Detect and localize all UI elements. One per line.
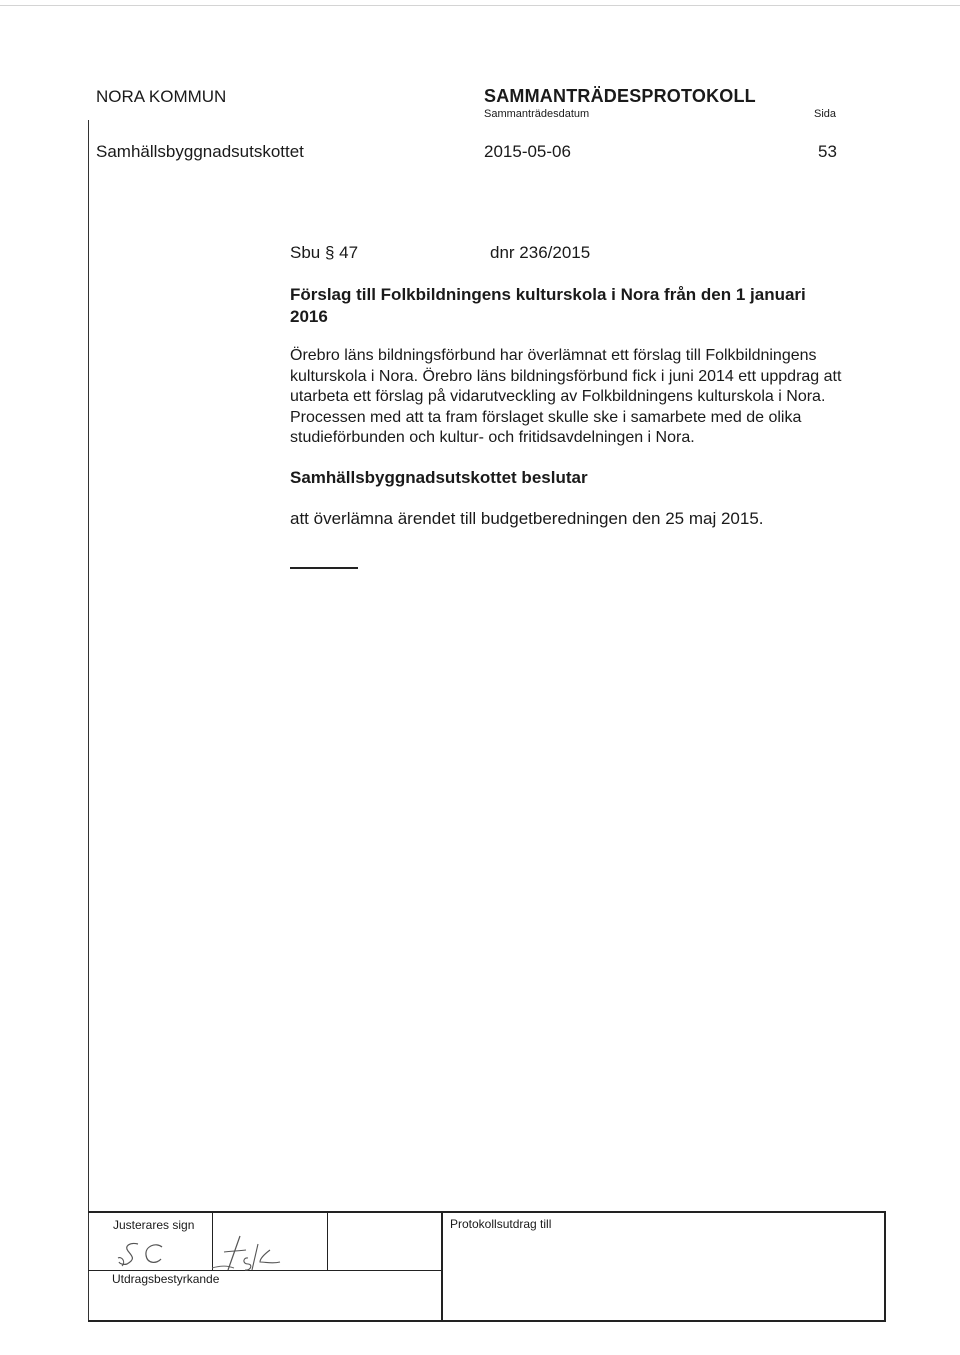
signature-initials-2 xyxy=(208,1230,288,1274)
justerares-label: Justerares sign xyxy=(113,1218,195,1232)
signature-initials-1 xyxy=(110,1236,170,1270)
page-label: Sida xyxy=(814,108,837,120)
footer-right-border xyxy=(884,1211,886,1322)
protokoll-label: Protokollsutdrag till xyxy=(450,1217,552,1231)
committee-name: Samhällsbyggnadsutskottet xyxy=(96,142,304,161)
margin-rule xyxy=(88,120,89,1320)
municipality-name: NORA KOMMUN xyxy=(96,87,227,106)
footer-center-divider xyxy=(441,1211,443,1322)
footer-bottom-border xyxy=(88,1320,886,1322)
utdrag-label: Utdragsbestyrkande xyxy=(112,1272,220,1286)
end-rule xyxy=(290,567,358,569)
document-title: SAMMANTRÄDESPROTOKOLL xyxy=(484,86,756,106)
decision-heading: Samhällsbyggnadsutskottet beslutar xyxy=(290,468,588,487)
meeting-date: 2015-05-06 xyxy=(484,142,571,161)
sign-cell-divider-2 xyxy=(327,1213,328,1270)
date-label: Sammanträdesdatum xyxy=(484,108,590,120)
case-number: dnr 236/2015 xyxy=(490,243,591,262)
scan-edge-line xyxy=(0,5,960,6)
item-heading: Förslag till Folkbildningens kulturskola i Nora från den 1 januari 2016 xyxy=(290,285,806,326)
section-reference: Sbu § 47 xyxy=(290,243,359,262)
item-body: Örebro läns bildningsförbund har överlämnat ett förslag till Folkbildningens kulturskola i Nora. Örebro läns bildningsförbund fick i juni 2014 ett uppdrag att utarbeta ett förslag på vidarutveckling av Folkbildningens kulturskola i Nora. Processen med att ta fram förslaget skulle ske i samarbete med de olika studieförbunden och kultur- och fritidsavdelningen i Nora. xyxy=(290,347,842,446)
footer-top-border xyxy=(88,1211,886,1213)
page-number: 53 xyxy=(818,142,837,161)
decision-text: att överlämna ärendet till budgetberedningen den 25 maj 2015. xyxy=(290,509,764,528)
